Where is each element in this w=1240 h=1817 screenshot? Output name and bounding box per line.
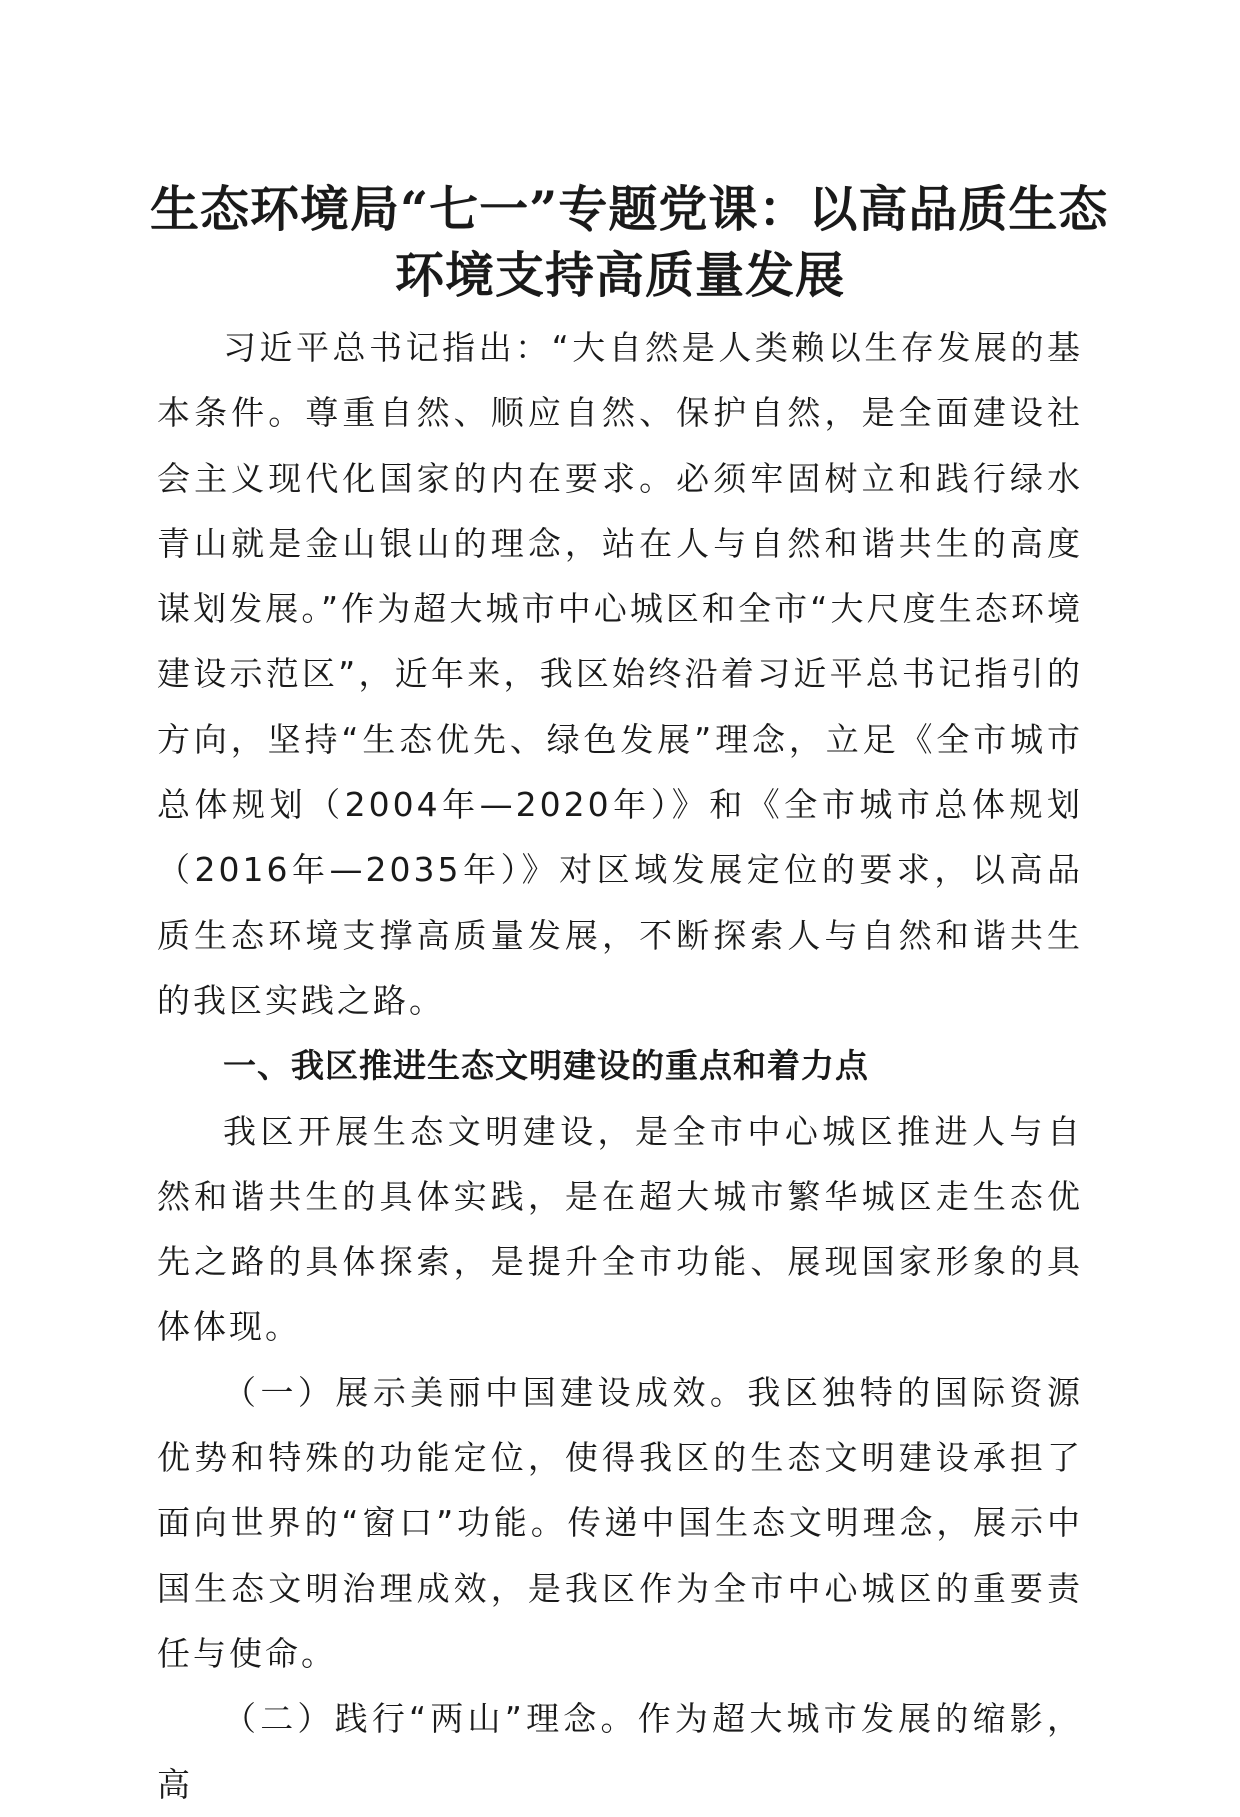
subsection-1-paragraph: （一）展示美丽中国建设成效。我区独特的国际资源优势和特殊的功能定位，使得我区的生态文明建设承担了面向世界的“窗口”功能。传递中国生态文明理念，展示中国生态文明治理成效，是我区作为全市中心城区的重要责任与使命。	[157, 1372, 1083, 1673]
document-title-line-1: 生态环境局“七一”专题党课：以高品质生态	[150, 180, 1109, 238]
document-title-line-2: 环境支持高质量发展	[394, 246, 845, 304]
section-1-paragraph: 我区开展生态文明建设，是全市中心城区推进人与自然和谐共生的具体实践，是在超大城市繁华城区走生态优先之路的具体探索，是提升全市功能、展现国家形象的具体体现。	[157, 1111, 1083, 1347]
document-body	[157, 315, 1083, 1817]
subsection-2-paragraph: （二）践行“两山”理念。作为超大城市发展的缩影，高	[157, 1699, 1083, 1804]
intro-paragraph: 习近平总书记指出：“大自然是人类赖以生存发展的基本条件。尊重自然、顺应自然、保护自然，是全面建设社会主义现代化国家的内在要求。必须牢固树立和践行绿水青山就是金山银山的理念，站在人与自然和谐共生的高度谋划发展。”作为超大城市中心城区和全市“大尺度生态环境建设示范区”，近年来，我区始终沿着习近平总书记指引的方向，坚持“生态优先、绿色发展”理念，立足《全市城市总体规划（2004年—2020年）》和《全市城市总体规划（2016年—2035年）》对区域发展定位的要求，以高品质生态环境支撑高质量发展，不断探索人与自然和谐共生的我区实践之路。	[157, 328, 1083, 1020]
section-heading-1: 一、我区推进生态文明建设的重点和着力点	[223, 1046, 869, 1086]
